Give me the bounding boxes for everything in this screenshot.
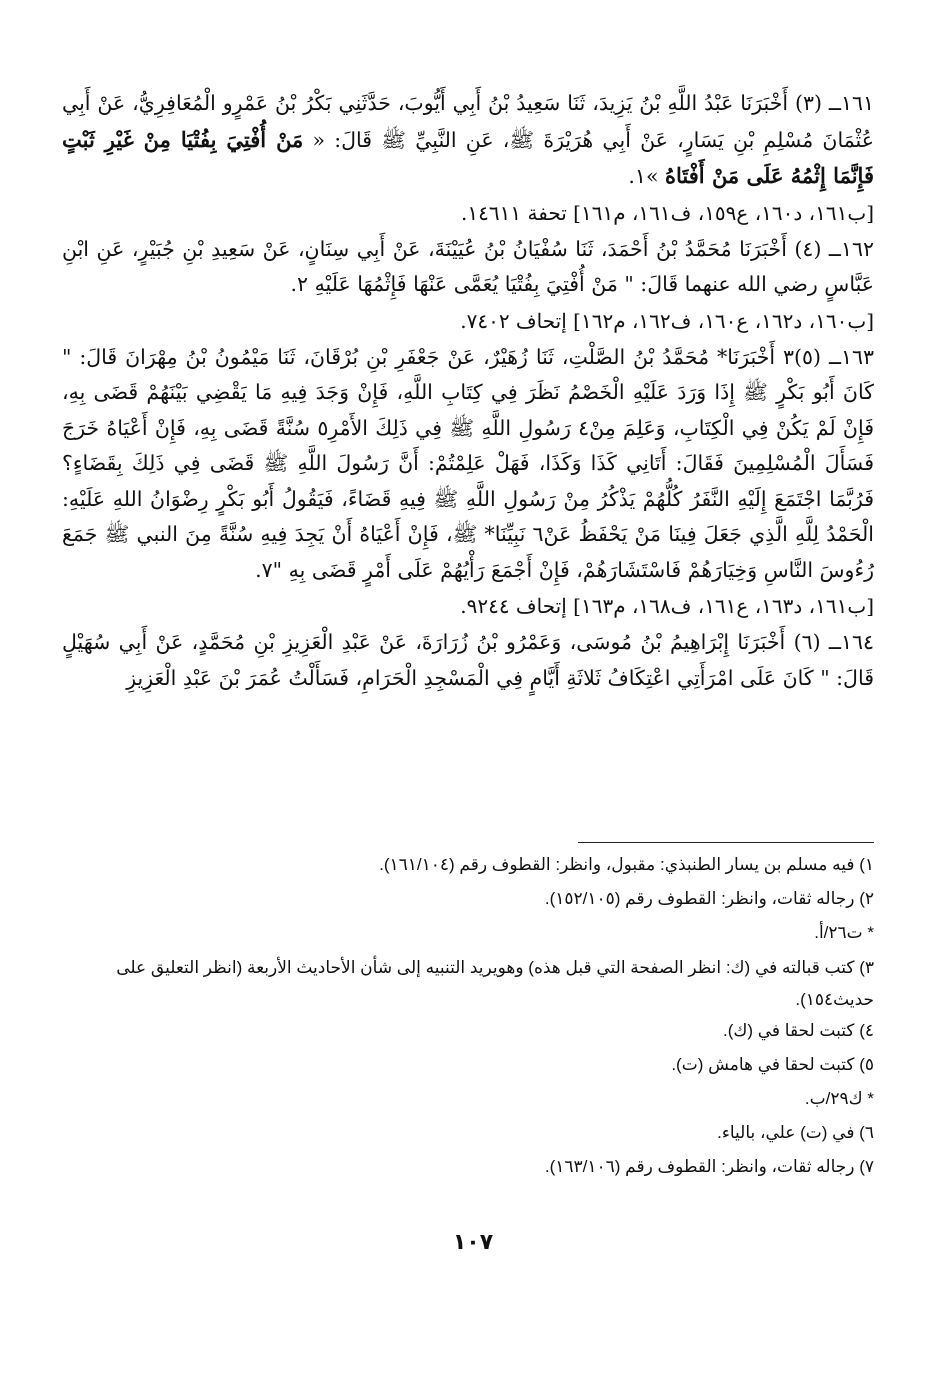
hadith-163-reference: [ب١٦١، د١٦٣، ع١٦١، ف١٦٨، م١٦٣] إتحاف ٩٢٤٤. <box>460 594 874 618</box>
footnote-7: ٧) رجاله ثقات، وانظر: القطوف رقم (١٦٣/١٠٦). <box>544 1157 874 1176</box>
hadith-164 <box>62 625 874 696</box>
hadith-tail: »١. <box>628 164 659 188</box>
hadith-text: ١٦٣ــ (٥)٣ أَخْبَرَنَا* مُحَمَّدُ بْنُ الصَّلْتِ، ثَنَا زُهَيْرٌ، عَنْ جَعْفَرِ بْنِ بُرْقَانَ، ثَنَا مَيْمُونُ بْنُ مِهْرَانَ قَالَ: " كَانَ أَبُو بَكْرٍ ﷺ إِذَا وَرَدَ عَلَيْهِ الْخَصْمُ نَظَرَ فِي كِتَابِ اللَّهِ، فَإِنْ وَجَدَ فِيهِ مَا يَقْضِي بَيْنَهُمْ قَضَى بِهِ، فَإِنْ لَمْ يَكُنْ فِي الْكِتَابِ، وَعَلِمَ مِنْ٤ رَسُولِ اللَّهِ ﷺ فِي ذَلِكَ الأَمْرِ٥ سُنَّةً قَضَى بِهِ، فَإِنْ أَعْيَاهُ خَرَجَ فَسَأَلَ الْمُسْلِمِينَ فَقَالَ: أَتَانِي كَذَا وَكَذَا، فَهَلْ عَلِمْتُمْ: أَنَّ رَسُولَ اللَّهِ ﷺ قَضَى فِي ذَلِكَ بِقَضَاءٍ؟ فَرُبَّمَا اجْتَمَعَ إِلَيْهِ النَّفَرُ كُلُّهُمْ يَذْكُرُ مِنْ رَسُولِ اللَّهِ ﷺ فِيهِ قَضَاءً، فَيَقُولُ أَبُو بَكْرٍ رِضْوَانُ اللهِ عَلَيْهِ: الْحَمْدُ لِلَّهِ الَّذِي جَعَلَ فِينَا مَنْ يَحْفَظُ عَنْ٦ نَبِيِّنَا* ﷺ، فَإِنْ أَعْيَاهُ أَنْ يَجِدَ فِيهِ سُنَّةً مِنَ النبي ﷺ جَمَعَ رُءُوسَ النَّاسِ وَخِيَارَهُمْ فَاسْتَشَارَهُمْ، فَإِنْ أَجْمَعَ رَأْيُهُمْ عَلَى أَمْرٍ قَضَى بِهِ "٧. <box>62 344 874 582</box>
hadith-163 <box>62 340 874 589</box>
footnote-marker-k29: * ك٢٩/ب. <box>804 1089 874 1108</box>
footnote-1: ١) فيه مسلم بن يسار الطنبذي: مقبول، وانظر: القطوف رقم (١٦١/١٠٤). <box>379 855 874 874</box>
page-number: ١٠٧ <box>452 1230 494 1255</box>
footnotes <box>62 850 874 1186</box>
hadith-162-reference: [ب١٦٠، د١٦٢، ع١٦٠، ف١٦٢، م١٦٢] إتحاف ٧٤٠٢. <box>460 308 874 333</box>
hadith-text: ١٦١ــ (٣) أَخْبَرَنَا عَبْدُ اللَّهِ بْنُ يَزِيدَ، ثَنَا سَعِيدُ بْنُ أَبِي أَيُّوبَ، حَدَّثَنِي بَكْرُ بْنُ عَمْرٍو الْمُعَافِرِيُّ، عَنْ أَبِي عُثْمَانَ مُسْلِمِ بْنِ يَسَارٍ، عَنْ أَبِي هُرَيْرَةَ ﷺ، عَنِ النَّبِيِّ ﷺ قَالَ: « <box>62 91 874 152</box>
hadith-161-reference: [ب١٦١، د١٦٠، ع١٥٩، ف١٦١، م١٦١] تحفة ١٤٦١١. <box>461 200 874 225</box>
hadith-text: ١٦٢ــ (٤) أَخْبَرَنَا مُحَمَّدُ بْنُ أَحْمَدَ، ثَنَا سُفْيَانُ بْنُ عُيَيْنَةَ، عَنْ أَبِي سِنَانٍ، عَنْ سَعِيدِ بْنِ جُبَيْرٍ، عَنِ ابْنِ عَبَّاسٍ رضي الله عنهما قَالَ: " مَنْ أُفْتِيَ بِفُتْيَا يُعَمَّى عَنْهَا فَإِثْمُهَا عَلَيْهِ ٢. <box>62 236 874 296</box>
footnote-divider <box>578 842 874 843</box>
main-text <box>62 86 874 696</box>
hadith-text: ١٦٤ــ (٦) أَخْبَرَنَا إِبْرَاهِيمُ بْنُ مُوسَى، وَعَمْرُو بْنُ زُرَارَةَ، عَنْ عَبْدِ الْعَزِيزِ بْنِ مُحَمَّدٍ، عَنْ أَبِي سُهَيْلٍ قَالَ: " كَانَ عَلَى امْرَأَتِي اعْتِكَافُ ثَلاثَةِ أَيَّامٍ فِي الْمَسْجِدِ الْحَرَامِ، فَسَأَلْتُ عُمَرَ بْنَ عَبْدِ الْعَزِيزِ <box>62 630 874 690</box>
footnote-2: ٢) رجاله ثقات، وانظر: القطوف رقم (١٥٢/١٠٥). <box>544 889 874 908</box>
hadith-161 <box>62 86 874 195</box>
footnote-marker-t26: * ت٢٦/أ. <box>814 923 874 942</box>
hadith-bold-text: مَنْ أُفْتِيَ بِفُتْيَا مِنْ غَيْرِ ثَبْتٍ فَإِنَّمَا إِثْمُهُ عَلَى مَنْ أَفْتَاهُ <box>62 126 874 188</box>
footnote-6: ٦) في (ت) علي، بالياء. <box>717 1123 874 1142</box>
hadith-162 <box>62 232 874 303</box>
footnote-4: ٤) كتبت لحقا في (ك). <box>722 1021 874 1040</box>
footnote-5: ٥) كتبت لحقا في هامش (ت). <box>671 1055 874 1074</box>
footnote-3: ٣) كتب قبالته في (ك: انظر الصفحة التي قبل هذه) وهويريد التنبيه إلى شأن الأحاديث الأربعة (انظر التعليق على حديث١٥٤). <box>116 958 874 1009</box>
